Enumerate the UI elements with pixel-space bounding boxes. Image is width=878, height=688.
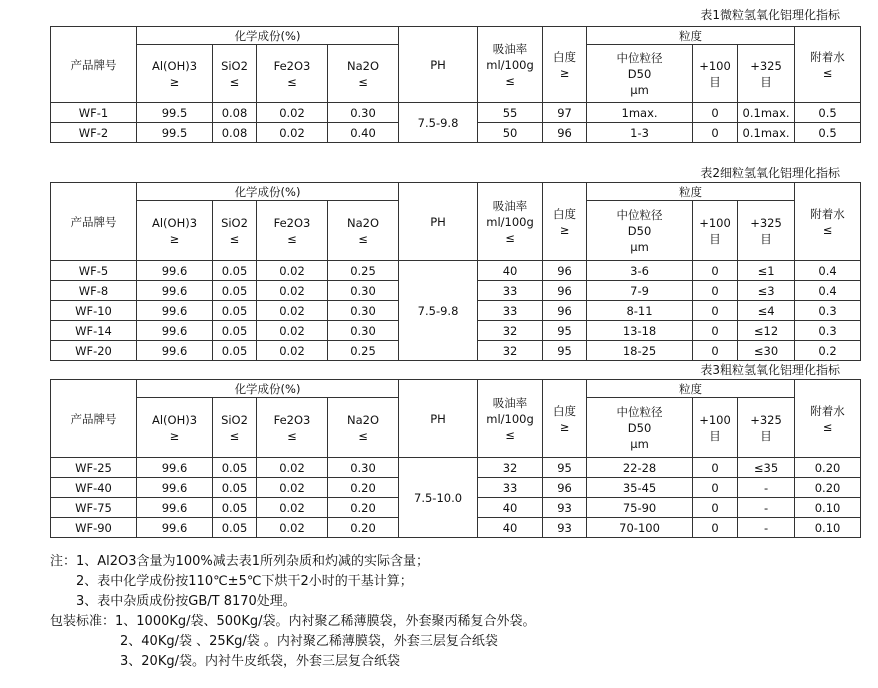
- header-d50: 中位粒径 D50 μm: [587, 398, 693, 458]
- cell-product-code: WF-1: [51, 103, 137, 123]
- cell-product-code: WF-25: [51, 458, 137, 478]
- cell-product-code: WF-10: [51, 301, 137, 321]
- cell-al-oh3: 99.6: [137, 518, 213, 538]
- header-na2o: Na2O ≤: [328, 201, 399, 261]
- note-line: 2、40Kg/袋 、25Kg/袋 。内衬聚乙稀薄膜袋，外套三层复合纸袋: [120, 634, 498, 649]
- cell-product-code: WF-5: [51, 261, 137, 281]
- cell-d50: 22-28: [587, 458, 693, 478]
- cell-na2o: 0.25: [328, 261, 399, 281]
- header-whiteness: 白度 ≥: [543, 27, 587, 103]
- cell-sio2: 0.05: [213, 518, 257, 538]
- header-whiteness: 白度 ≥: [543, 380, 587, 458]
- cell-na2o: 0.30: [328, 301, 399, 321]
- header-al-oh3: Al(OH)3 ≥: [137, 201, 213, 261]
- cell-whiteness: 96: [543, 261, 587, 281]
- cell-moisture: 0.2: [795, 341, 861, 361]
- cell-fe2o3: 0.02: [257, 518, 328, 538]
- cell-d50: 70-100: [587, 518, 693, 538]
- header-al-oh3: Al(OH)3 ≥: [137, 398, 213, 458]
- cell-mesh-325: ≤4: [738, 301, 795, 321]
- cell-mesh-325: ≤3: [738, 281, 795, 301]
- cell-al-oh3: 99.6: [137, 321, 213, 341]
- header-moisture: 附着水 ≤: [795, 183, 861, 261]
- cell-moisture: 0.3: [795, 301, 861, 321]
- cell-mesh-325: 0.1max.: [738, 103, 795, 123]
- cell-oil-absorption: 33: [478, 301, 543, 321]
- cell-mesh-100: 0: [693, 301, 738, 321]
- cell-al-oh3: 99.6: [137, 281, 213, 301]
- cell-oil-absorption: 33: [478, 478, 543, 498]
- cell-product-code: WF-90: [51, 518, 137, 538]
- header-product: 产品牌号: [51, 183, 137, 261]
- header-ph: PH: [399, 27, 478, 103]
- cell-al-oh3: 99.5: [137, 103, 213, 123]
- cell-mesh-100: 0: [693, 458, 738, 478]
- cell-fe2o3: 0.02: [257, 261, 328, 281]
- cell-oil-absorption: 33: [478, 281, 543, 301]
- cell-moisture: 0.10: [795, 518, 861, 538]
- cell-oil-absorption: 32: [478, 341, 543, 361]
- header-chem-group: 化学成份(%): [137, 183, 399, 201]
- cell-al-oh3: 99.6: [137, 478, 213, 498]
- cell-product-code: WF-14: [51, 321, 137, 341]
- cell-oil-absorption: 32: [478, 458, 543, 478]
- cell-moisture: 0.4: [795, 281, 861, 301]
- cell-sio2: 0.05: [213, 478, 257, 498]
- cell-sio2: 0.05: [213, 261, 257, 281]
- header-ph: PH: [399, 183, 478, 261]
- cell-sio2: 0.05: [213, 321, 257, 341]
- cell-ph: 7.5-9.8: [399, 261, 478, 361]
- header-product: 产品牌号: [51, 27, 137, 103]
- cell-sio2: 0.05: [213, 458, 257, 478]
- cell-al-oh3: 99.6: [137, 261, 213, 281]
- cell-na2o: 0.30: [328, 103, 399, 123]
- cell-product-code: WF-40: [51, 478, 137, 498]
- cell-na2o: 0.25: [328, 341, 399, 361]
- cell-sio2: 0.08: [213, 123, 257, 143]
- header-d50: 中位粒径 D50 μm: [587, 45, 693, 103]
- header-ph: PH: [399, 380, 478, 458]
- cell-fe2o3: 0.02: [257, 498, 328, 518]
- cell-whiteness: 97: [543, 103, 587, 123]
- cell-oil-absorption: 32: [478, 321, 543, 341]
- cell-product-code: WF-2: [51, 123, 137, 143]
- header-fe2o3: Fe2O3 ≤: [257, 201, 328, 261]
- cell-mesh-100: 0: [693, 261, 738, 281]
- cell-mesh-100: 0: [693, 341, 738, 361]
- cell-na2o: 0.40: [328, 123, 399, 143]
- spec-table: [50, 182, 861, 361]
- table-row: [51, 261, 861, 281]
- header-sio2: SiO2 ≤: [213, 398, 257, 458]
- header-al-oh3: Al(OH)3 ≥: [137, 45, 213, 103]
- note-line: 3、20Kg/袋。内衬牛皮纸袋，外套三层复合纸袋: [120, 654, 400, 669]
- cell-fe2o3: 0.02: [257, 103, 328, 123]
- header-oil-absorption: 吸油率 ml/100g ≤: [478, 380, 543, 458]
- table-caption: 表2细粒氢氧化铝理化指标: [700, 166, 840, 180]
- cell-al-oh3: 99.6: [137, 301, 213, 321]
- cell-mesh-100: 0: [693, 478, 738, 498]
- header-mesh-100: +100 目: [693, 45, 738, 103]
- cell-fe2o3: 0.02: [257, 321, 328, 341]
- header-mesh-325: +325 目: [738, 201, 795, 261]
- cell-fe2o3: 0.02: [257, 458, 328, 478]
- cell-mesh-100: 0: [693, 498, 738, 518]
- cell-moisture: 0.5: [795, 123, 861, 143]
- cell-na2o: 0.20: [328, 518, 399, 538]
- header-oil-absorption: 吸油率 ml/100g ≤: [478, 27, 543, 103]
- cell-sio2: 0.05: [213, 498, 257, 518]
- cell-mesh-100: 0: [693, 518, 738, 538]
- cell-d50: 75-90: [587, 498, 693, 518]
- cell-fe2o3: 0.02: [257, 341, 328, 361]
- header-size-group: 粒度: [587, 27, 795, 45]
- cell-d50: 8-11: [587, 301, 693, 321]
- cell-whiteness: 95: [543, 321, 587, 341]
- cell-al-oh3: 99.6: [137, 498, 213, 518]
- cell-al-oh3: 99.6: [137, 458, 213, 478]
- cell-mesh-325: ≤1: [738, 261, 795, 281]
- header-na2o: Na2O ≤: [328, 398, 399, 458]
- cell-mesh-325: -: [738, 518, 795, 538]
- cell-mesh-100: 0: [693, 103, 738, 123]
- cell-whiteness: 93: [543, 498, 587, 518]
- cell-sio2: 0.05: [213, 341, 257, 361]
- cell-na2o: 0.30: [328, 321, 399, 341]
- cell-d50: 35-45: [587, 478, 693, 498]
- cell-al-oh3: 99.5: [137, 123, 213, 143]
- table-caption: 表1微粒氢氧化铝理化指标: [700, 8, 840, 22]
- cell-mesh-325: 0.1max.: [738, 123, 795, 143]
- cell-oil-absorption: 40: [478, 518, 543, 538]
- cell-al-oh3: 99.6: [137, 341, 213, 361]
- cell-sio2: 0.08: [213, 103, 257, 123]
- cell-mesh-325: -: [738, 498, 795, 518]
- header-product: 产品牌号: [51, 380, 137, 458]
- header-moisture: 附着水 ≤: [795, 27, 861, 103]
- cell-na2o: 0.20: [328, 498, 399, 518]
- cell-fe2o3: 0.02: [257, 301, 328, 321]
- note-line: 包装标准：1、1000Kg/袋、500Kg/袋。内衬聚乙稀薄膜袋，外套聚丙稀复合外袋。: [50, 614, 536, 629]
- spec-table: [50, 26, 861, 143]
- cell-mesh-100: 0: [693, 321, 738, 341]
- cell-oil-absorption: 50: [478, 123, 543, 143]
- header-oil-absorption: 吸油率 ml/100g ≤: [478, 183, 543, 261]
- cell-fe2o3: 0.02: [257, 281, 328, 301]
- cell-d50: 3-6: [587, 261, 693, 281]
- cell-na2o: 0.30: [328, 281, 399, 301]
- cell-na2o: 0.30: [328, 458, 399, 478]
- note-line: 3、表中杂质成份按GB/T 8170处理。: [76, 594, 296, 609]
- cell-whiteness: 95: [543, 458, 587, 478]
- header-mesh-100: +100 目: [693, 201, 738, 261]
- cell-whiteness: 96: [543, 123, 587, 143]
- table-row: [51, 458, 861, 478]
- cell-d50: 13-18: [587, 321, 693, 341]
- header-size-group: 粒度: [587, 380, 795, 398]
- note-line: 2、表中化学成份按110℃±5℃下烘干2小时的干基计算；: [76, 574, 413, 589]
- cell-whiteness: 96: [543, 281, 587, 301]
- cell-d50: 7-9: [587, 281, 693, 301]
- note-line: 注：1、Al2O3含量为100%减去表1所列杂质和灼减的实际含量；: [50, 554, 429, 569]
- cell-mesh-325: ≤30: [738, 341, 795, 361]
- cell-ph: 7.5-10.0: [399, 458, 478, 538]
- cell-mesh-100: 0: [693, 281, 738, 301]
- spec-table: [50, 379, 861, 538]
- header-fe2o3: Fe2O3 ≤: [257, 398, 328, 458]
- header-fe2o3: Fe2O3 ≤: [257, 45, 328, 103]
- cell-d50: 18-25: [587, 341, 693, 361]
- header-chem-group: 化学成份(%): [137, 380, 399, 398]
- cell-moisture: 0.4: [795, 261, 861, 281]
- cell-product-code: WF-20: [51, 341, 137, 361]
- cell-mesh-325: -: [738, 478, 795, 498]
- cell-whiteness: 96: [543, 478, 587, 498]
- notes-section: [50, 552, 535, 672]
- table-row: [51, 103, 861, 123]
- header-na2o: Na2O ≤: [328, 45, 399, 103]
- cell-product-code: WF-75: [51, 498, 137, 518]
- cell-moisture: 0.3: [795, 321, 861, 341]
- cell-oil-absorption: 55: [478, 103, 543, 123]
- cell-whiteness: 93: [543, 518, 587, 538]
- cell-oil-absorption: 40: [478, 498, 543, 518]
- header-d50: 中位粒径 D50 μm: [587, 201, 693, 261]
- header-moisture: 附着水 ≤: [795, 380, 861, 458]
- cell-fe2o3: 0.02: [257, 478, 328, 498]
- cell-product-code: WF-8: [51, 281, 137, 301]
- cell-whiteness: 96: [543, 301, 587, 321]
- header-sio2: SiO2 ≤: [213, 201, 257, 261]
- cell-moisture: 0.10: [795, 498, 861, 518]
- cell-fe2o3: 0.02: [257, 123, 328, 143]
- cell-mesh-325: ≤12: [738, 321, 795, 341]
- table-caption: 表3粗粒氢氧化铝理化指标: [700, 363, 840, 377]
- cell-mesh-100: 0: [693, 123, 738, 143]
- cell-whiteness: 95: [543, 341, 587, 361]
- cell-moisture: 0.5: [795, 103, 861, 123]
- cell-oil-absorption: 40: [478, 261, 543, 281]
- cell-na2o: 0.20: [328, 478, 399, 498]
- cell-sio2: 0.05: [213, 301, 257, 321]
- header-chem-group: 化学成份(%): [137, 27, 399, 45]
- cell-moisture: 0.20: [795, 458, 861, 478]
- cell-sio2: 0.05: [213, 281, 257, 301]
- header-sio2: SiO2 ≤: [213, 45, 257, 103]
- cell-d50: 1-3: [587, 123, 693, 143]
- cell-ph: 7.5-9.8: [399, 103, 478, 143]
- header-whiteness: 白度 ≥: [543, 183, 587, 261]
- cell-moisture: 0.20: [795, 478, 861, 498]
- header-mesh-325: +325 目: [738, 45, 795, 103]
- header-size-group: 粒度: [587, 183, 795, 201]
- header-mesh-325: +325 目: [738, 398, 795, 458]
- header-mesh-100: +100 目: [693, 398, 738, 458]
- cell-mesh-325: ≤35: [738, 458, 795, 478]
- cell-d50: 1max.: [587, 103, 693, 123]
